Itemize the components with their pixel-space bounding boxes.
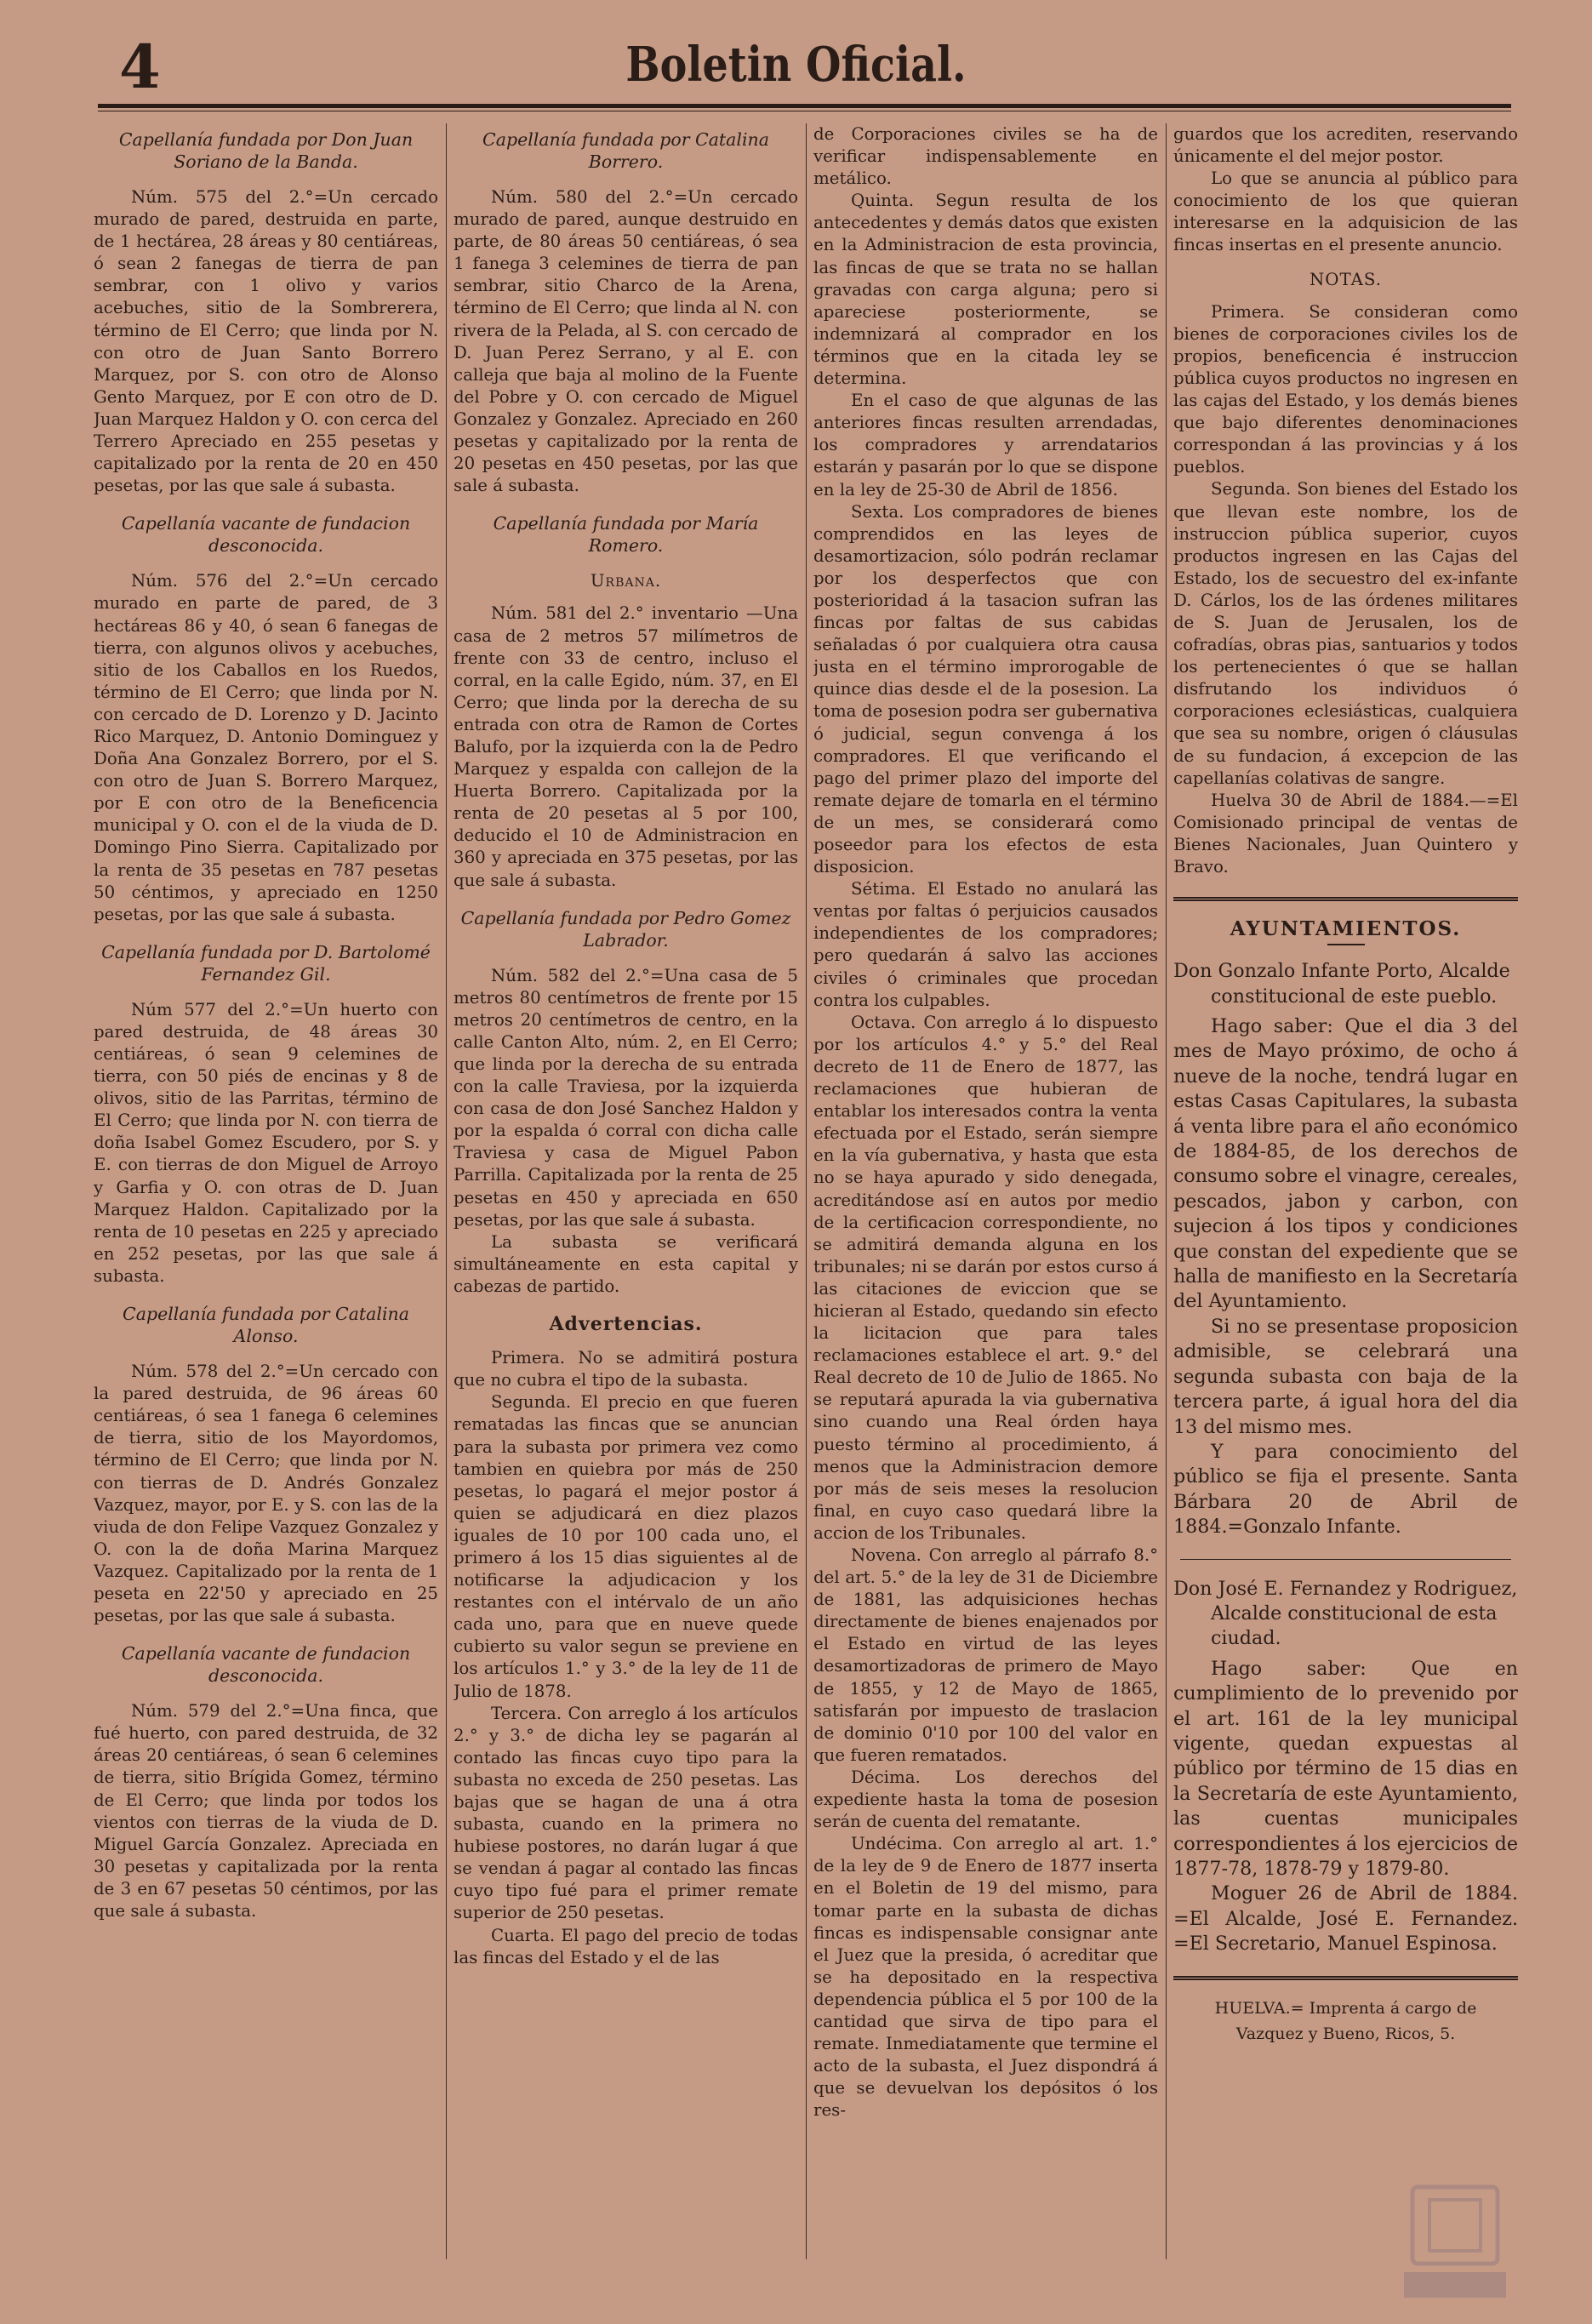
clause-text: Sexta. Los compradores de bienes comprendidos en las leyes de desamortizacion, sólo podrán reclamar por los desperfectos que con posterioridad á la tasacion sufran las fincas por faltas de sus cabidas señaladas ó por cualquiera otra causa justa en el término improrogable de quince dias desde el de la posesion. La toma de posesion podra ser gubernativa ó judicial, segun convenga á los compradores. El que verificando el pago del primer plazo del importe del remate dejare de tomarla en el término de un mes, se considerará como poseedor para los efectos de esta disposicion. xyxy=(813,501,1158,877)
clause-text: Tercera. Con arreglo á los artículos 2.° y 3.° de dicha ley se pagarán al contado las fincas cuyo tipo para la subasta no exceda de 250 pesetas. Las bajas que se hagan de una á otra subasta, cuando en la primera no hubiese postores, no darán lugar á que se vendan á pagar al contado las fincas cuyo tipo fué para el primer remate superior de 250 pesetas. xyxy=(454,1703,798,1923)
page-number: 4 xyxy=(119,31,161,102)
clause-text: Octava. Con arreglo á lo dispuesto por los artículos 4.° y 5.° del Real decreto de 11 de Enero de 1877, las reclamaciones que hubieran de entablar los interesados contra la venta efectuada por el Estado, serán siempre en la vía gubernativa, y hasta que esta no se haya apurado y sido denegada, acreditándose así en autos por medio de la certificacion correspondiente, no se admitirá demanda alguna en los tribunales; ni se darán por estos curso á las citaciones de eviccion que se hicieran al Estado, quedando sin efecto la licitacion que para tales reclamaciones establece el art. 9.° del Real decreto de 10 de Julio de 1865. No se reputará apurada la via gubernativa sino cuando una Real órden haya puesto término al procedimiento, á menos que la Administracion demore por más de seis meses la resolucion final, en cuyo caso quedará libre la accion de los Tribunales. xyxy=(813,1012,1158,1543)
entry-text: Núm. 575 del 2.°=Un cercado murado de pared, destruida en parte, de 1 hectárea, 28 áreas y 80 centiáreas, ó sean 2 fanegas de tierra de pan sembrar, con 1 olivo y varios acebuches, sitio de la Sombrerera, término de El Cerro; que linda por N. con otro de Juan Santo Borrero Marquez, por S. con otro de Alonso Gento Marquez, por E con otro de D. Juan Marquez Haldon y O. con cerca del Terrero Apreciado en 255 pesetas y capitalizado por la renta de 20 en 450 pesetas, por las que sale á subasta. xyxy=(94,187,438,496)
clause-text: guardos que los acrediten, reservando únicamente el del mejor postor. xyxy=(1173,124,1518,167)
signature-text: Huelva 30 de Abril de 1884.—=El Comisionado principal de ventas de Bienes Nacionales, Juan Quintero y Bravo. xyxy=(1173,790,1518,876)
entry-heading: Capellanía fundada por Catalina Borrero. xyxy=(482,129,769,172)
columns xyxy=(94,123,1516,2285)
note-text: Segunda. Son bienes del Estado los que llevan este nombre, los de instruccion pública superior, cuyos productos ingresen en las Cajas del Estado, los de secuestro del ex-infante D. Cárlos, los de las órdenes militares de S. Juan de Jerusalen, los de cofradías, obras pias, santuarios y todos los pertenecientes ó que se hallan disfrutando los individuos ó corporaciones eclesiásticas, cualquiera que sea su nombre, origen ó cláusulas de su fundacion, á excepcion de las capellanías colativas de sangre. xyxy=(1173,479,1518,788)
entry-text: Núm. 579 del 2.°=Una finca, que fué huerto, con pared destruida, de 32 áreas 20 centiáreas, ó sean 6 celemines de tierra, sitio Brígida Gomez, término de El Cerro; que linda por todos los vientos con tierras de la viuda de D. Miguel García Gonzalez. Apreciada en 30 pesetas y capitalizada por la renta de 3 en 67 pesetas 50 céntimos, por las que sale á subasta. xyxy=(94,1701,438,1921)
column-2 xyxy=(454,123,798,2285)
notice-text: Moguer 26 de Abril de 1884. =El Alcalde, José E. Fernandez. =El Secretario, Manuel Espinosa. xyxy=(1173,1882,1518,1956)
entry-text: Núm. 581 del 2.° inventario —Una casa de 2 metros 57 milímetros de frente con 33 de centro, incluso el corral, en la calle Egido, núm. 37, en El Cerro; que linda por la derecha de su entrada con otra de Ramon de Cortes Balufo, por la izquierda con la de Pedro Marquez y espalda con callejon de la Huerta Borrero. Capitalizada por la renta de 20 pesetas al 5 por 100, deducido el 10 de Administracion en 360 y apreciada en 375 pesetas, por las que sale á subasta. xyxy=(454,603,798,890)
clause-text: Segunda. El precio en que fueren rematadas las fincas que se anuncian para la subasta por primera vez como tambien en quiebra por más de 250 pesetas, lo pagará el mejor postor á quien se adjudicará en diez plazos iguales de 10 por 100 cada uno, el primero á los 15 dias siguientes al de notificarse la adjudicacion y los restantes con el intérvalo de un año cada uno, para que en nueve quede cubierto su valor segun se previene en los artículos 1.° y 3.° de la ley de 11 de Julio de 1878. xyxy=(454,1392,798,1701)
library-seal-icon xyxy=(1395,2178,1515,2306)
clause-text: Primera. No se admitirá postura que no cubra el tipo de la subasta. xyxy=(454,1348,798,1390)
masthead-title: Boletin Oficial. xyxy=(625,37,967,93)
entry-text: Núm. 578 del 2.°=Un cercado con la pared destruida, de 96 áreas 60 centiáreas, ó sea 1 fanega 6 celemines de tierra, sitio de los Mayordomos, término de El Cerro; que linda por N. con tierras de D. Andrés Gonzalez Vazquez, mayor, por E. y S. con las de la viuda de don Felipe Vazquez Gonzalez y O. con la de doña Marina Marquez Vazquez. Capitalizado por la renta de 1 peseta en 22'50 y apreciado en 25 pesetas, por las que sale á subasta. xyxy=(94,1362,438,1626)
entry-heading: Capellanía vacante de fundacion desconocida. xyxy=(121,513,411,557)
advertencias-heading: Advertencias. xyxy=(549,1313,703,1336)
imprint-rule xyxy=(1173,1976,1518,1980)
column-3 xyxy=(813,123,1158,2285)
simultaneous-note: La subasta se verificará simultáneamente en esta capital y cabezas de partido. xyxy=(454,1231,798,1296)
entry-heading: Capellanía fundada por Pedro Gomez Labrador. xyxy=(460,907,791,951)
column-divider xyxy=(806,123,807,2259)
clause-text: Undécima. Con arreglo al art. 1.° de la ley de 9 de Enero de 1877 inserta en el Boletin de 19 del mismo, para tomar parte en la subasta de dichas fincas es indispensable consignar ante el Juez que la presida, ó acreditar que se ha depositado en la respectiva dependencia pública el 5 por 100 de la cantidad que sirva de tipo para el remate. Inmediatamente que termine el acto de la subasta, el Juez dispondrá á que se devuelvan los depósitos ó los res- xyxy=(813,1834,1158,2121)
entry-text: Núm. 580 del 2.°=Un cercado murado de pared, aunque destruido en parte, de 80 áreas 50 centiáreas, ó sea 1 fanega 3 celemines de tierra de pan sembrar, sitio Charco de la Arena, término de El Cerro; que linda al N. con rivera de la Pelada, al S. con cercado de D. Juan Perez Serrano, y al E. con calleja que baja al molino de la Fuente del Pobre y O. con cercado de Miguel Gonzalez y Gonzalez. Apreciado en 260 pesetas y capitalizado por la renta de 20 pesetas en 450 pesetas, por las que sale á subasta. xyxy=(454,187,798,496)
top-rule xyxy=(98,104,1511,108)
column-divider xyxy=(1166,123,1167,2259)
notice-rule xyxy=(1180,1559,1511,1560)
entry-text: Núm. 576 del 2.°=Un cercado murado en parte de pared, de 3 hectáreas 86 y 40, ó sean 6 fanegas de tierra, con algunos olivos y acebuches, sitio de los Caballos en los Ruedos, término de El Cerro; que linda por N. con cercado de D. Lorenzo y D. Jacinto Rico Marquez, D. Antonio Dominguez y Doña Ana Gonzalez Borrero, por el S. con otro de Juan S. Borrero Marquez, por E con otro de la Beneficencia municipal y O. con el de la viuda de D. Domingo Pino Sierra. Capitalizado por la renta de 35 pesetas en 787 pesetas 50 céntimos, y apreciado en 1250 pesetas, por las que sale á subasta. xyxy=(94,571,438,924)
entry-heading: Capellanía fundada por Catalina Alonso. xyxy=(123,1304,409,1347)
heading-dash xyxy=(1327,944,1365,945)
clause-text: Lo que se anuncia al público para conocimiento de los que quieran interesarse en la adquisicion de las fincas insertas en el presente anuncio. xyxy=(1173,168,1518,255)
notice-text: Hago saber: Que el dia 3 del mes de Mayo próximo, de ocho á nueve de la noche, tendrá lugar en estas Casas Capitulares, la subasta á venta libre para el año económico de 1884-85, de los derechos de consumo sobre el vinagre, cereales, pescados, jabon y carbon, con sujecion á los tipos y condiciones que constan del expediente que se halla de manifiesto en la Secretaría del Ayuntamiento. xyxy=(1173,1015,1518,1313)
ayuntamientos-heading: AYUNTAMIENTOS. xyxy=(1230,917,1462,941)
clause-text: Novena. Con arreglo al párrafo 8.° del art. 5.° de la ley de 31 de Diciembre de 1881, las adquisiciones hechas directamente de bienes enajenados por el Estado en virtud de las leyes desamortizadoras de primero de Mayo de 1855, y 12 de Mayo de 1865, satisfarán por impuesto de traslacion de dominio 0'10 por 100 del valor en que fueren rematados. xyxy=(813,1545,1158,1765)
section-rule xyxy=(1173,897,1518,901)
imprint-line: Vazquez y Bueno, Ricos, 5. xyxy=(1235,2024,1456,2043)
clause-text: Quinta. Segun resulta de los antecedentes y demás datos que existen en la Administracion de esta provincia, las fincas de que se trata no se hallan gravadas con carga alguna; pero si apareciese posteriormente, se indemnizará al comprador en los términos que en la citada ley se determina. xyxy=(813,191,1158,389)
column-4 xyxy=(1173,123,1518,2285)
clause-text: Sétima. El Estado no anulará las ventas por faltas ó perjuicios causados independientes de los compradores; pero quedarán á salvo las acciones civiles ó criminales que procedan contra los culpables. xyxy=(813,879,1158,1010)
urbana-label: Urbana. xyxy=(590,571,662,591)
notice-heading: Don Gonzalo Infante Porto, Alcalde constitucional de este pueblo. xyxy=(1173,960,1510,1008)
entry-heading: Capellanía fundada por D. Bartolomé Fernandez Gil. xyxy=(101,941,431,985)
notice-text: Y para conocimiento del público se fija el presente. Santa Bárbara 20 de Abril de 1884.=Gonzalo Infante. xyxy=(1173,1440,1518,1539)
column-1 xyxy=(94,123,438,2285)
entry-heading: Capellanía fundada por Don Juan Soriano de la Banda. xyxy=(118,129,414,172)
notice-heading: Don José E. Fernandez y Rodriguez, Alcalde constitucional de esta ciudad. xyxy=(1173,1577,1518,1650)
imprint-line: HUELVA.= Imprenta á cargo de xyxy=(1214,1998,1477,2018)
entry-text: Núm 577 del 2.°=Un huerto con pared destruida, de 48 áreas 30 centiáreas, ó sean 9 celemines de tierra, con 50 piés de encinas y 8 de olivos, sitio de las Parritas, término de El Cerro; que linda por N. con tierra de doña Isabel Gomez Escudero, por S. y E. con tierras de don Miguel de Arroyo y Garfia y O. con otras de D. Juan Marquez Haldon. Capitalizado por la renta de 10 pesetas en 225 y apreciado en 252 pesetas, por las que sale á subasta. xyxy=(94,999,438,1286)
clause-text: de Corporaciones civiles se ha de verificar indispensablemente en metálico. xyxy=(813,124,1158,189)
notice-text: Hago saber: Que en cumplimiento de lo prevenido por el art. 161 de la ley municipal vigente, quedan expuestas al público por término de 15 dias en la Secretaría de este Ayuntamiento, las cuentas municipales correspondientes á los ejercicios de 1877-78, 1878-79 y 1879-80. xyxy=(1173,1657,1518,1880)
notice-text: Si no se presentase proposicion admisible, se celebrará una segunda subasta con baja de la tercera parte, á igual hora del dia 13 del mismo mes. xyxy=(1173,1315,1518,1438)
entry-heading: Capellanía vacante de fundacion desconocida. xyxy=(121,1643,411,1687)
entry-text: Núm. 582 del 2.°=Una casa de 5 metros 80 centímetros de frente por 15 metros 20 centímetros de centro, en la calle Canton Alto, núm. 2, en El Cerro; que linda por la derecha de su entrada con la calle Traviesa, por la izquierda con casa de don José Sanchez Haldon y por la espalda ó corral con dicha calle Traviesa y casa de Miguel Pabon Parrilla. Capitalizada por la renta de 25 pesetas en 450 y apreciada en 650 pesetas, por las que sale á subasta. xyxy=(454,965,798,1230)
column-divider xyxy=(446,123,447,2259)
note-text: Primera. Se consideran como bienes de corporaciones civiles los de propios, beneficencia é instruccion pública cuyos productos no ingresen en las cajas del Estado, y los demás bienes que bajo diferentes denominaciones correspondan á las provincias y á los pueblos. xyxy=(1173,301,1518,477)
entry-heading: Capellanía fundada por María Romero. xyxy=(493,513,759,557)
clause-text: En el caso de que algunas de las anteriores fincas resulten arrendadas, los compradores y arrendatarios estarán y pasarán por lo que se dispone en la ley de 25-30 de Abril de 1856. xyxy=(813,391,1158,500)
clause-text: Cuarta. El pago del precio de todas las fincas del Estado y el de las xyxy=(454,1925,798,1967)
clause-text: Décima. Los derechos del expediente hasta la toma de posesion serán de cuenta del rematante. xyxy=(813,1767,1158,1832)
notas-heading: NOTAS. xyxy=(1309,269,1383,289)
